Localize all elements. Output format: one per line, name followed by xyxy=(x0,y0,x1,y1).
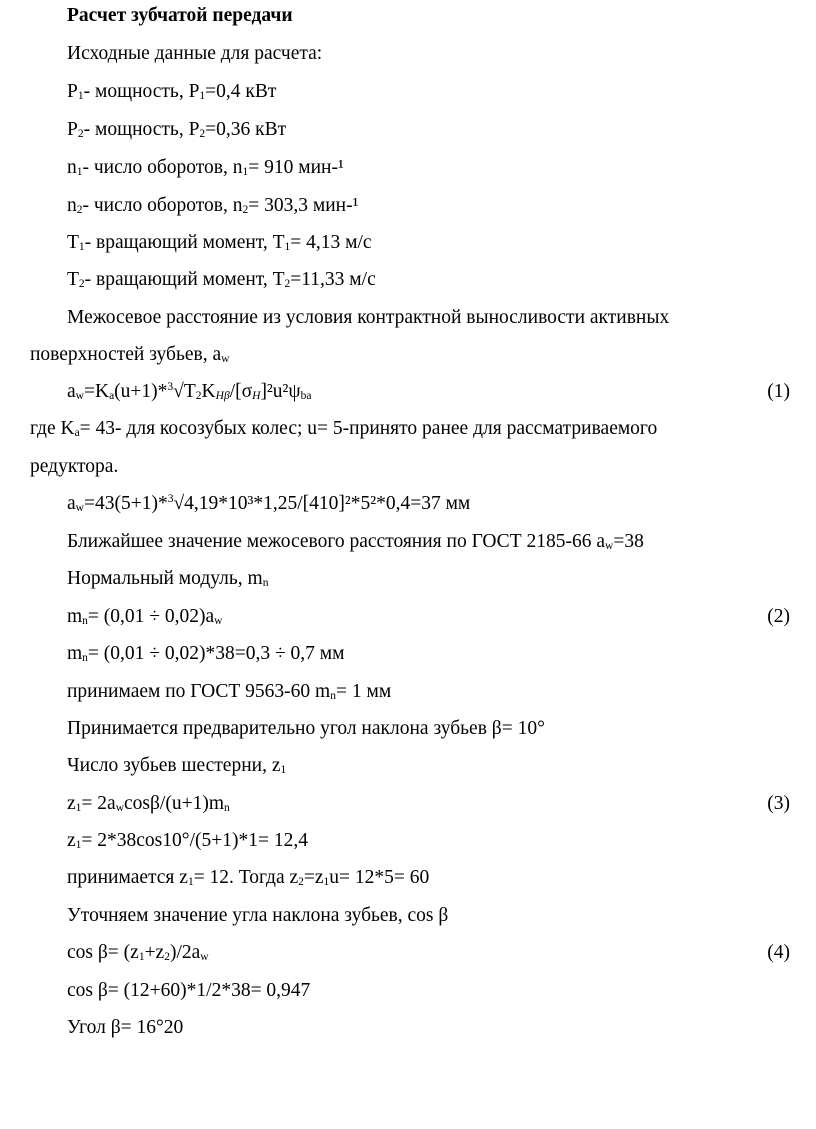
module-calc: $m_n= (0,01 \div 0,02)*38=0,3 \div 0,7$ мм xyxy=(67,643,345,664)
center-distance-calc: $a_w=43(5+1)*^3√4,19*10^3*1,25/[410]^2*5^2*0,4=37$ мм xyxy=(67,493,471,514)
teeth-count-heading: Число зубьев шестерни, $z_1$ xyxy=(67,755,287,776)
teeth-count-calc: $z_1= 2*38\cos 10^\circ/(5+1)*1= 12,4$ xyxy=(67,830,308,851)
speed-n2-line: $n_2-$ число оборотов, $n_2= 303,3$ мин-¹ xyxy=(67,195,359,216)
equation-2: $m_n= (0,01 \div 0,02)a_w$ xyxy=(67,606,223,627)
power-p1-line: $P_1-$ мощность, $P_1=0,4$ кВт xyxy=(67,81,277,102)
cos-calc: cos β= (12+60)*1/2*38= 0,947 xyxy=(67,980,311,1001)
equation-4: $\cos \beta= (z_1+z_2)/2a_w$ xyxy=(67,942,209,963)
where-clause: где $K_a= 43-$ для косозубых колес; u= 5-принято ранее для рассматриваемого xyxy=(30,418,658,439)
module-heading: Нормальный модуль, $m_n$ xyxy=(67,568,269,589)
module-gost: принимаем по ГОСТ 9563-60 $m_n= 1$ мм xyxy=(67,681,392,702)
center-distance-intro: Межосевое расстояние из условия контрактной выносливости активных xyxy=(67,307,670,328)
equation-3: $z_1= 2a_w\cos\beta/(u+1)m_n$ xyxy=(67,793,230,814)
final-angle: Угол β= 16°20 xyxy=(67,1017,184,1038)
equation-4-number: (4) xyxy=(767,942,790,963)
power-p2-line: $P_2-$ мощность, $P_2=0,36$ кВт xyxy=(67,119,287,140)
equation-2-number: (2) xyxy=(767,606,790,627)
torque-t2-line: $T_2-$ вращающий момент, $T_2=11,33$ м/с xyxy=(67,269,376,290)
center-distance-intro-cont: поверхностей зубьев, $a_w$ xyxy=(30,344,230,365)
equation-3-number: (3) xyxy=(767,793,790,814)
where-clause-cont: редуктора. xyxy=(30,456,119,477)
document-title: Расчет зубчатой передачи xyxy=(67,5,293,26)
equation-1-number: (1) xyxy=(767,381,790,402)
teeth-count-accept: принимается $z_1= 12$. Тогда $z_2=z_1u= 12*5= 60$ xyxy=(67,867,430,888)
angle-refine-heading: Уточняем значение угла наклона зубьев, cos β xyxy=(67,905,449,926)
center-distance-gost: Ближайшее значение межосевого расстояния по ГОСТ 2185-66 $a_w=38$ xyxy=(67,531,644,552)
equation-1: $a_w=K_a(u+1)*^3√T_2K_{H\beta}/[\sigma_H]^2u^2\psi_{ba}$ xyxy=(67,381,312,402)
speed-n1-line: $n_1-$ число оборотов, $n_1= 910$ мин-¹ xyxy=(67,157,344,178)
torque-t1-line: $T_1-$ вращающий момент, $T_1= 4,13$ м/с xyxy=(67,232,372,253)
input-data-heading: Исходные данные для расчета: xyxy=(67,43,323,64)
preliminary-angle: Принимается предварительно угол наклона зубьев β= 10° xyxy=(67,718,545,739)
